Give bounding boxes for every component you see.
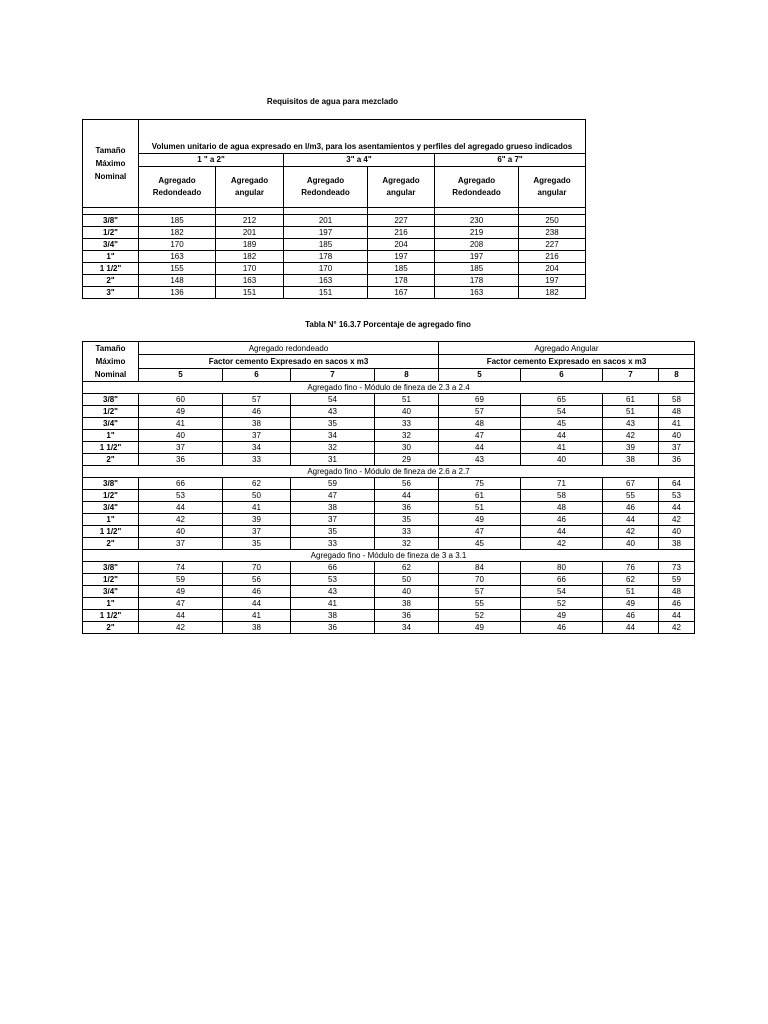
size-label-cell: 1 1/2" bbox=[83, 442, 139, 454]
size-label-cell: 1/2" bbox=[83, 227, 139, 239]
value-cell: 76 bbox=[603, 562, 659, 574]
table-row bbox=[83, 227, 586, 239]
table-row bbox=[83, 394, 695, 406]
value-cell: 46 bbox=[659, 598, 695, 610]
factor-value: 7 bbox=[603, 368, 659, 381]
table-row bbox=[83, 287, 586, 299]
group-header-angular: Agregado Angular bbox=[439, 342, 695, 355]
factor-value: 5 bbox=[139, 368, 223, 381]
row-header-line: Tamaño bbox=[95, 344, 126, 353]
table-row bbox=[83, 538, 695, 550]
sub-header-line: Agregado bbox=[230, 175, 269, 185]
size-label-cell: 3/4" bbox=[83, 586, 139, 598]
table-row bbox=[83, 406, 695, 418]
table-row bbox=[83, 574, 695, 586]
table-row bbox=[83, 454, 695, 466]
sub-header-line: angular bbox=[235, 187, 264, 197]
value-cell: 42 bbox=[603, 526, 659, 538]
value-cell: 59 bbox=[291, 478, 375, 490]
size-label-cell: 1" bbox=[83, 514, 139, 526]
value-cell: 71 bbox=[521, 478, 603, 490]
aggregate-type-header bbox=[216, 166, 284, 207]
size-label-cell: 2" bbox=[83, 622, 139, 634]
value-cell: 41 bbox=[223, 610, 291, 622]
value-cell: 43 bbox=[439, 454, 521, 466]
sub-header-line: Agregado bbox=[158, 175, 196, 185]
value-cell: 67 bbox=[603, 478, 659, 490]
value-cell: 39 bbox=[223, 514, 291, 526]
value-cell: 48 bbox=[659, 406, 695, 418]
value-cell: 40 bbox=[139, 526, 223, 538]
value-cell: 38 bbox=[291, 502, 375, 514]
value-cell: 189 bbox=[216, 239, 284, 251]
value-cell: 61 bbox=[439, 490, 521, 502]
size-label-cell: 3/8" bbox=[83, 478, 139, 490]
table-row bbox=[83, 263, 586, 275]
row-header-cell bbox=[83, 120, 139, 208]
sub-header-line: angular bbox=[537, 187, 567, 197]
value-cell: 151 bbox=[284, 287, 368, 299]
size-label-cell: 3/8" bbox=[83, 394, 139, 406]
value-cell: 55 bbox=[439, 598, 521, 610]
value-cell: 30 bbox=[375, 442, 439, 454]
aggregate-type-header bbox=[139, 166, 216, 207]
size-label-cell: 1 1/2" bbox=[83, 526, 139, 538]
value-cell: 36 bbox=[291, 622, 375, 634]
value-cell: 41 bbox=[659, 418, 695, 430]
value-cell: 38 bbox=[603, 454, 659, 466]
size-label-cell: 2" bbox=[83, 275, 139, 287]
group-header-rounded: Agregado redondeado bbox=[139, 342, 439, 355]
value-cell: 44 bbox=[375, 490, 439, 502]
section-label: Agregado fino - Módulo de fineza de 3 a 3.1 bbox=[83, 550, 695, 562]
value-cell: 167 bbox=[368, 287, 435, 299]
table1-title: Requisitos de agua para mezclado bbox=[266, 97, 399, 106]
value-cell: 53 bbox=[291, 574, 375, 586]
section-header-row bbox=[83, 466, 695, 478]
value-cell: 40 bbox=[375, 406, 439, 418]
value-cell: 163 bbox=[216, 275, 284, 287]
value-cell: 74 bbox=[139, 562, 223, 574]
sub-header-line: Agregado bbox=[306, 175, 345, 185]
value-cell: 50 bbox=[223, 490, 291, 502]
value-cell: 36 bbox=[375, 502, 439, 514]
value-cell: 44 bbox=[603, 622, 659, 634]
value-cell: 204 bbox=[368, 239, 435, 251]
size-label-cell: 3/4" bbox=[83, 502, 139, 514]
size-label-cell: 1 1/2" bbox=[83, 263, 139, 275]
row-header-line: Máximo bbox=[95, 159, 126, 168]
slump-group-header: 6" a 7" bbox=[435, 154, 586, 166]
value-cell: 40 bbox=[375, 586, 439, 598]
value-cell: 45 bbox=[439, 538, 521, 550]
table-row bbox=[83, 275, 586, 287]
value-cell: 42 bbox=[521, 538, 603, 550]
size-label-cell: 1" bbox=[83, 251, 139, 263]
value-cell: 170 bbox=[216, 263, 284, 275]
value-cell: 37 bbox=[291, 514, 375, 526]
value-cell: 34 bbox=[291, 430, 375, 442]
table-row bbox=[83, 430, 695, 442]
value-cell: 40 bbox=[603, 538, 659, 550]
value-cell: 41 bbox=[139, 418, 223, 430]
value-cell: 62 bbox=[375, 562, 439, 574]
section-header-row bbox=[83, 382, 695, 394]
table-row bbox=[83, 598, 695, 610]
size-label-cell: 3/4" bbox=[83, 418, 139, 430]
value-cell: 170 bbox=[139, 239, 216, 251]
table-row bbox=[83, 526, 695, 538]
value-cell: 40 bbox=[521, 454, 603, 466]
table2-title: Tabla N° 16.3.7 Porcentaje de agregado fino bbox=[305, 320, 471, 329]
value-cell: 58 bbox=[659, 394, 695, 406]
value-cell: 238 bbox=[519, 227, 586, 239]
value-cell: 40 bbox=[659, 526, 695, 538]
value-cell: 32 bbox=[291, 442, 375, 454]
value-cell: 59 bbox=[139, 574, 223, 586]
value-cell: 49 bbox=[139, 586, 223, 598]
value-cell: 49 bbox=[439, 622, 521, 634]
value-cell: 41 bbox=[521, 442, 603, 454]
factor-value: 7 bbox=[291, 368, 375, 381]
value-cell: 204 bbox=[519, 263, 586, 275]
value-cell: 136 bbox=[139, 287, 216, 299]
value-cell: 227 bbox=[519, 239, 586, 251]
value-cell: 37 bbox=[223, 430, 291, 442]
value-cell: 185 bbox=[368, 263, 435, 275]
table-row bbox=[83, 442, 695, 454]
value-cell: 84 bbox=[439, 562, 521, 574]
table-row bbox=[83, 586, 695, 598]
table-row bbox=[83, 610, 695, 622]
section-header-row bbox=[83, 550, 695, 562]
value-cell: 48 bbox=[521, 502, 603, 514]
value-cell: 31 bbox=[291, 454, 375, 466]
value-cell: 250 bbox=[519, 215, 586, 227]
value-cell: 40 bbox=[659, 430, 695, 442]
size-label-cell: 1 1/2" bbox=[83, 610, 139, 622]
aggregate-type-header bbox=[435, 166, 519, 207]
value-cell: 45 bbox=[521, 418, 603, 430]
section-label: Agregado fino - Módulo de fineza de 2.6 a 2.7 bbox=[83, 466, 695, 478]
value-cell: 49 bbox=[139, 406, 223, 418]
table2-body bbox=[83, 382, 695, 634]
value-cell: 60 bbox=[139, 394, 223, 406]
value-cell: 33 bbox=[223, 454, 291, 466]
value-cell: 32 bbox=[375, 538, 439, 550]
factor-header: Factor cemento Expresado en sacos x m3 bbox=[139, 355, 439, 368]
value-cell: 230 bbox=[435, 215, 519, 227]
factor-value: 8 bbox=[659, 368, 695, 381]
value-cell: 44 bbox=[521, 526, 603, 538]
value-cell: 35 bbox=[291, 526, 375, 538]
size-label-cell: 2" bbox=[83, 538, 139, 550]
value-cell: 52 bbox=[439, 610, 521, 622]
value-cell: 227 bbox=[368, 215, 435, 227]
value-cell: 41 bbox=[223, 502, 291, 514]
value-cell: 47 bbox=[439, 430, 521, 442]
value-cell: 44 bbox=[139, 502, 223, 514]
water-requirements-table bbox=[82, 119, 586, 299]
value-cell: 36 bbox=[139, 454, 223, 466]
value-cell: 38 bbox=[223, 622, 291, 634]
value-cell: 47 bbox=[439, 526, 521, 538]
volume-header: Volumen unitario de agua expresado en l/m3, para los asentamientos y perfiles del agregado grueso indicados bbox=[139, 120, 586, 154]
value-cell: 37 bbox=[659, 442, 695, 454]
value-cell: 54 bbox=[521, 406, 603, 418]
slump-group-header: 1 " a 2" bbox=[139, 154, 284, 166]
value-cell: 44 bbox=[139, 610, 223, 622]
value-cell: 35 bbox=[223, 538, 291, 550]
value-cell: 65 bbox=[521, 394, 603, 406]
value-cell: 208 bbox=[435, 239, 519, 251]
value-cell: 201 bbox=[284, 215, 368, 227]
size-label-cell: 3" bbox=[83, 287, 139, 299]
value-cell: 44 bbox=[223, 598, 291, 610]
value-cell: 80 bbox=[521, 562, 603, 574]
value-cell: 185 bbox=[435, 263, 519, 275]
value-cell: 62 bbox=[223, 478, 291, 490]
sub-header-line: Agregado bbox=[382, 175, 420, 185]
value-cell: 57 bbox=[439, 406, 521, 418]
value-cell: 33 bbox=[291, 538, 375, 550]
factor-value: 8 bbox=[375, 368, 439, 381]
value-cell: 54 bbox=[291, 394, 375, 406]
value-cell: 51 bbox=[375, 394, 439, 406]
value-cell: 155 bbox=[139, 263, 216, 275]
value-cell: 33 bbox=[375, 418, 439, 430]
value-cell: 58 bbox=[521, 490, 603, 502]
size-label-cell: 2" bbox=[83, 454, 139, 466]
value-cell: 39 bbox=[603, 442, 659, 454]
slump-group-header: 3" a 4" bbox=[284, 154, 435, 166]
row-header-line: Máximo bbox=[95, 357, 126, 366]
value-cell: 44 bbox=[521, 430, 603, 442]
table-row bbox=[83, 490, 695, 502]
value-cell: 197 bbox=[435, 251, 519, 263]
value-cell: 201 bbox=[216, 227, 284, 239]
value-cell: 47 bbox=[139, 598, 223, 610]
value-cell: 64 bbox=[659, 478, 695, 490]
value-cell: 38 bbox=[291, 610, 375, 622]
value-cell: 29 bbox=[375, 454, 439, 466]
value-cell: 46 bbox=[521, 514, 603, 526]
value-cell: 212 bbox=[216, 215, 284, 227]
value-cell: 53 bbox=[139, 490, 223, 502]
value-cell: 216 bbox=[368, 227, 435, 239]
size-label-cell: 1" bbox=[83, 430, 139, 442]
value-cell: 170 bbox=[284, 263, 368, 275]
value-cell: 70 bbox=[223, 562, 291, 574]
value-cell: 148 bbox=[139, 275, 216, 287]
value-cell: 182 bbox=[216, 251, 284, 263]
value-cell: 40 bbox=[139, 430, 223, 442]
value-cell: 48 bbox=[439, 418, 521, 430]
value-cell: 62 bbox=[603, 574, 659, 586]
value-cell: 163 bbox=[284, 275, 368, 287]
value-cell: 36 bbox=[659, 454, 695, 466]
table-row bbox=[83, 418, 695, 430]
value-cell: 41 bbox=[291, 598, 375, 610]
value-cell: 48 bbox=[659, 586, 695, 598]
factor-value: 6 bbox=[223, 368, 291, 381]
value-cell: 32 bbox=[375, 430, 439, 442]
value-cell: 37 bbox=[139, 538, 223, 550]
value-cell: 46 bbox=[521, 622, 603, 634]
value-cell: 36 bbox=[375, 610, 439, 622]
value-cell: 46 bbox=[223, 406, 291, 418]
value-cell: 37 bbox=[139, 442, 223, 454]
value-cell: 38 bbox=[659, 538, 695, 550]
size-label-cell: 1" bbox=[83, 598, 139, 610]
size-label-cell: 3/8" bbox=[83, 562, 139, 574]
value-cell: 51 bbox=[603, 586, 659, 598]
row-header-cell bbox=[83, 342, 139, 382]
value-cell: 46 bbox=[603, 502, 659, 514]
value-cell: 163 bbox=[435, 287, 519, 299]
value-cell: 151 bbox=[216, 287, 284, 299]
value-cell: 46 bbox=[603, 610, 659, 622]
table-row bbox=[83, 622, 695, 634]
table-row bbox=[83, 251, 586, 263]
value-cell: 42 bbox=[139, 514, 223, 526]
value-cell: 61 bbox=[603, 394, 659, 406]
value-cell: 42 bbox=[659, 514, 695, 526]
table-row bbox=[83, 478, 695, 490]
aggregate-type-header bbox=[519, 166, 586, 207]
value-cell: 49 bbox=[521, 610, 603, 622]
value-cell: 59 bbox=[659, 574, 695, 586]
value-cell: 49 bbox=[439, 514, 521, 526]
value-cell: 44 bbox=[439, 442, 521, 454]
aggregate-type-header bbox=[284, 166, 368, 207]
value-cell: 178 bbox=[435, 275, 519, 287]
fine-aggregate-table bbox=[82, 341, 695, 634]
sub-header-line: Redondeado bbox=[301, 187, 350, 197]
size-label-cell: 1/2" bbox=[83, 406, 139, 418]
value-cell: 44 bbox=[659, 502, 695, 514]
size-label-cell: 3/4" bbox=[83, 239, 139, 251]
value-cell: 51 bbox=[439, 502, 521, 514]
value-cell: 56 bbox=[223, 574, 291, 586]
value-cell: 38 bbox=[375, 598, 439, 610]
value-cell: 73 bbox=[659, 562, 695, 574]
aggregate-type-header bbox=[368, 166, 435, 207]
row-header-line: Nominal bbox=[94, 370, 127, 379]
value-cell: 69 bbox=[439, 394, 521, 406]
table-row bbox=[83, 215, 586, 227]
value-cell: 55 bbox=[603, 490, 659, 502]
value-cell: 219 bbox=[435, 227, 519, 239]
value-cell: 51 bbox=[603, 406, 659, 418]
value-cell: 44 bbox=[659, 610, 695, 622]
value-cell: 44 bbox=[603, 514, 659, 526]
value-cell: 50 bbox=[375, 574, 439, 586]
table-row bbox=[83, 239, 586, 251]
table-row bbox=[83, 514, 695, 526]
value-cell: 53 bbox=[659, 490, 695, 502]
value-cell: 43 bbox=[291, 586, 375, 598]
value-cell: 43 bbox=[603, 418, 659, 430]
value-cell: 35 bbox=[291, 418, 375, 430]
row-header-line: Tamaño bbox=[95, 146, 126, 155]
sub-header-line: Redondeado bbox=[452, 187, 501, 197]
value-cell: 178 bbox=[368, 275, 435, 287]
value-cell: 56 bbox=[375, 478, 439, 490]
value-cell: 54 bbox=[521, 586, 603, 598]
value-cell: 57 bbox=[223, 394, 291, 406]
value-cell: 42 bbox=[659, 622, 695, 634]
size-label-cell: 1/2" bbox=[83, 490, 139, 502]
sub-header-line: Agregado bbox=[457, 175, 496, 185]
value-cell: 42 bbox=[603, 430, 659, 442]
value-cell: 66 bbox=[139, 478, 223, 490]
value-cell: 75 bbox=[439, 478, 521, 490]
value-cell: 66 bbox=[521, 574, 603, 586]
value-cell: 182 bbox=[139, 227, 216, 239]
section-label: Agregado fino - Módulo de fineza de 2.3 a 2.4 bbox=[83, 382, 695, 394]
value-cell: 52 bbox=[521, 598, 603, 610]
sub-header-line: Agregado bbox=[533, 175, 571, 185]
value-cell: 34 bbox=[375, 622, 439, 634]
value-cell: 163 bbox=[139, 251, 216, 263]
value-cell: 182 bbox=[519, 287, 586, 299]
value-cell: 178 bbox=[284, 251, 368, 263]
value-cell: 38 bbox=[223, 418, 291, 430]
value-cell: 197 bbox=[368, 251, 435, 263]
value-cell: 197 bbox=[284, 227, 368, 239]
row-header-line: Nominal bbox=[94, 172, 127, 181]
value-cell: 185 bbox=[284, 239, 368, 251]
value-cell: 49 bbox=[603, 598, 659, 610]
spacer-row bbox=[83, 208, 586, 215]
factor-value: 5 bbox=[439, 368, 521, 381]
factor-header: Factor cemento Expresado en sacos x m3 bbox=[439, 355, 695, 368]
table-row bbox=[83, 562, 695, 574]
sub-header-line: Redondeado bbox=[152, 187, 202, 197]
size-label-cell: 3/8" bbox=[83, 215, 139, 227]
table1-body bbox=[83, 215, 586, 299]
value-cell: 35 bbox=[375, 514, 439, 526]
value-cell: 33 bbox=[375, 526, 439, 538]
size-label-cell: 1/2" bbox=[83, 574, 139, 586]
value-cell: 70 bbox=[439, 574, 521, 586]
sub-header-line: angular bbox=[386, 187, 416, 197]
table-row bbox=[83, 502, 695, 514]
value-cell: 216 bbox=[519, 251, 586, 263]
value-cell: 185 bbox=[139, 215, 216, 227]
value-cell: 37 bbox=[223, 526, 291, 538]
value-cell: 57 bbox=[439, 586, 521, 598]
value-cell: 47 bbox=[291, 490, 375, 502]
factor-value: 6 bbox=[521, 368, 603, 381]
value-cell: 34 bbox=[223, 442, 291, 454]
value-cell: 42 bbox=[139, 622, 223, 634]
value-cell: 197 bbox=[519, 275, 586, 287]
value-cell: 46 bbox=[223, 586, 291, 598]
value-cell: 66 bbox=[291, 562, 375, 574]
value-cell: 43 bbox=[291, 406, 375, 418]
